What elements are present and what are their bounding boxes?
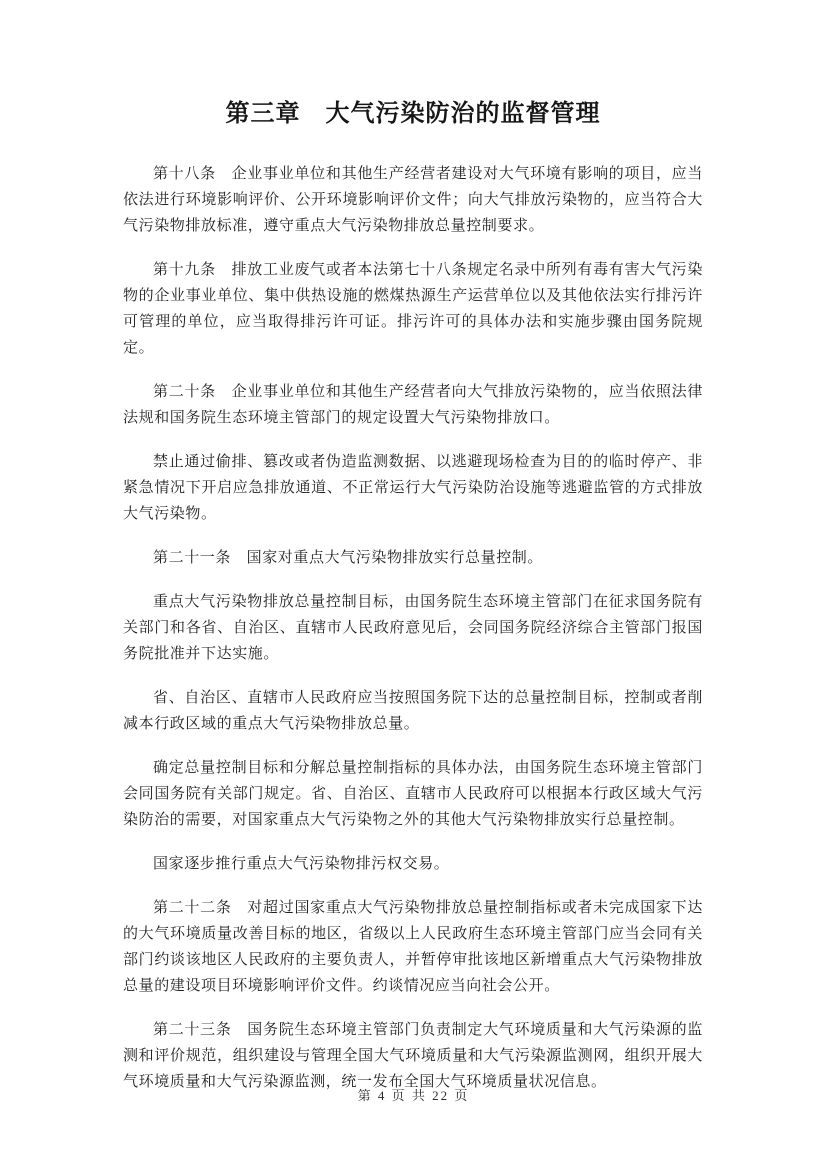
paragraph-article-21-clause-5: 国家逐步推行重点大气污染物排污权交易。 [153, 856, 450, 872]
paragraph-article-21-clause-4: 确定总量控制目标和分解总量控制指标的具体办法，由国务院生态环境主管部门会同国务院有关部门规定。省、自治区、直辖市人民政府可以根据本行政区域大气污染防治的需要，对国家重点大气污染物之外的其他大气污染物排放实行总量控制。 [123, 760, 703, 828]
paragraph-article-20-clause-2: 禁止通过偷排、篡改或者伪造监测数据、以逃避现场检查为目的的临时停产、非紧急情况下开启应急排放通道、不正常运行大气污染防治设施等逃避监管的方式排放大气污染物。 [123, 454, 703, 522]
paragraph-article-18: 第十八条 企业事业单位和其他生产经营者建设对大气环境有影响的项目，应当依法进行环境影响评价、公开环境影响评价文件；向大气排放污染物的，应当符合大气污染物排放标准，遵守重点大气污染物排放总量控制要求。 [123, 166, 703, 234]
paragraph-article-21: 第二十一条 国家对重点大气污染物排放实行总量控制。 [153, 550, 544, 566]
paragraph-article-20: 第二十条 企业事业单位和其他生产经营者向大气排放污染物的，应当依照法律法规和国务院生态环境主管部门的规定设置大气污染物排放口。 [123, 384, 703, 426]
page-number-footer: 第 4 页 共 22 页 [357, 1088, 470, 1103]
paragraph-article-22: 第二十二条 对超过国家重点大气污染物排放总量控制指标或者未完成国家下达的大气环境质量改善目标的地区，省级以上人民政府生态环境主管部门应当会同有关部门约谈该地区人民政府的主要负责人，并暂停审批该地区新增重点大气污染物排放总量的建设项目环境影响评价文件。约谈情况应当向社会公开。 [123, 900, 703, 994]
paragraph-article-23: 第二十三条 国务院生态环境主管部门负责制定大气环境质量和大气污染源的监测和评价规范，组织建设与管理全国大气环境质量和大气污染源监测网，组织开展大气环境质量和大气污染源监测，统一发布全国大气环境质量状况信息。 [123, 1022, 703, 1090]
paragraph-article-21-clause-2: 重点大气污染物排放总量控制目标，由国务院生态环境主管部门在征求国务院有关部门和各省、自治区、直辖市人民政府意见后，会同国务院经济综合主管部门报国务院批准并下达实施。 [123, 594, 703, 662]
paragraph-article-19: 第十九条 排放工业废气或者本法第七十八条规定名录中所列有毒有害大气污染物的企业事业单位、集中供热设施的燃煤热源生产运营单位以及其他依法实行排污许可管理的单位，应当取得排污许可证。排污许可的具体办法和实施步骤由国务院规定。 [123, 262, 703, 356]
chapter-title: 第三章 大气污染防治的监督管理 [225, 100, 601, 127]
paragraph-article-21-clause-3: 省、自治区、直辖市人民政府应当按照国务院下达的总量控制目标，控制或者削减本行政区域的重点大气污染物排放总量。 [123, 690, 703, 732]
